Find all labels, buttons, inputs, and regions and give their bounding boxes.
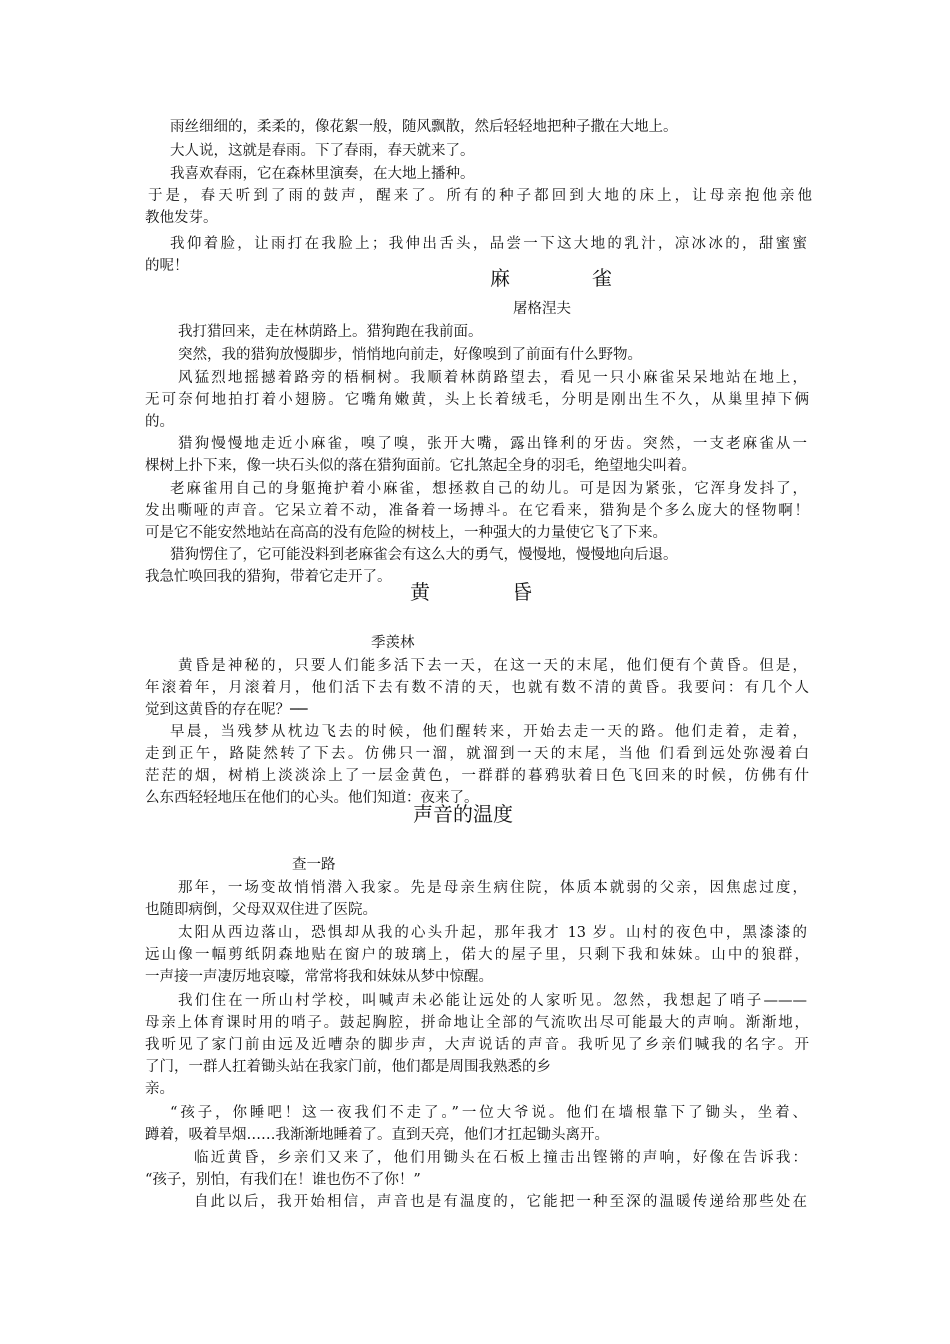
paragraph-line: 棵树上扑下来，像一块石头似的落在猎狗面前。它扎煞起全身的羽毛，绝望地尖叫着。 <box>145 458 696 474</box>
section-title: 黄 <box>410 580 430 604</box>
paragraph-line: 蹲着，吸着旱烟……我渐渐地睡着了。直到天亮，他们才扛起锄头离开。 <box>145 1127 609 1143</box>
paragraph-line: 我打猎回来，走在林荫路上。猎狗跑在我前面。 <box>178 324 483 340</box>
paragraph-line: 年滚着年，月滚着月，他们活下去有数不清的天，也就有数不清的黄昏。我要问：有几个人 <box>145 680 809 696</box>
author-name: 查一路 <box>292 857 336 873</box>
paragraph-line: 的呢！ <box>145 258 189 274</box>
paragraph-line: 太阳从西边落山，恐惧却从我的心头升起，那年我才 13 岁。山村的夜色中，黑漆漆的 <box>178 925 807 941</box>
author-name: 屠格涅夫 <box>513 301 571 317</box>
paragraph-line: 发出嘶哑的声音。它呆立着不动，准备着一场搏斗。在它看来，猎狗是个多么庞大的怪物啊！ <box>145 503 809 519</box>
paragraph-line: 了门，一群人扛着锄头站在我家门前，他们都是周围我熟悉的乡 <box>145 1059 551 1075</box>
paragraph-line: 远山像一幅剪纸阴森地贴在窗户的玻璃上，偌大的屋子里，只剩下我和妹妹。山中的狼群， <box>145 947 809 963</box>
paragraph-line: 走到正午，路陡然转了下去。仿佛只一溜，就溜到一天的末尾，当他 们看到远处弥漫着白 <box>145 746 809 762</box>
paragraph-line: “孩子，别怕，有我们在！谁也伤不了你！” <box>145 1172 421 1188</box>
paragraph-line: 早晨，当残梦从枕边飞去的时候，他们醒转来，开始去走一天的路。他们走着，走着， <box>170 724 807 740</box>
paragraph-line: 觉到这黄昏的存在呢？── <box>145 702 308 718</box>
paragraph-line: 猎狗愣住了，它可能没料到老麻雀会有这么大的勇气，慢慢地，慢慢地向后退。 <box>170 547 678 563</box>
section-title: 麻 <box>490 266 510 290</box>
paragraph-line: 可是它不能安然地站在高高的没有危险的树枝上，一种强大的力量使它飞了下来。 <box>145 525 667 541</box>
paragraph-line: 我们住在一所山村学校，叫喊声未必能让远处的人家听见。忽然，我想起了哨子——— <box>178 993 807 1009</box>
paragraph-line: 么东西轻轻地压在他们的心头。他们知道：夜来了。 <box>145 790 479 806</box>
paragraph-line: 老麻雀用自己的身躯掩护着小麻雀，想拯救自己的幼儿。可是因为紧张，它浑身发抖了， <box>170 481 807 497</box>
paragraph-line: 一声接一声凄厉地哀嚎，常常将我和妹妹从梦中惊醒。 <box>145 969 493 985</box>
paragraph-line: “孩子，你睡吧！这一夜我们不走了。”一位大爷说。他们在墙根靠下了锄头，坐着、 <box>170 1105 807 1121</box>
paragraph-line: 教他发芽。 <box>145 210 218 226</box>
paragraph-line: 于是，春天听到了雨的鼓声，醒来了。所有的种子都回到大地的床上，让母亲抱他亲他 <box>148 188 812 204</box>
paragraph-line: 母亲上体育课时用的哨子。鼓起胸腔，拼命地让全部的气流吹出尽可能最大的声响。渐渐地， <box>145 1015 809 1031</box>
paragraph-line: 亲。 <box>145 1081 174 1097</box>
paragraph-line: 我仰着脸，让雨打在我脸上；我伸出舌头，品尝一下这大地的乳汁，凉冰冰的，甜蜜蜜 <box>170 236 807 252</box>
paragraph-line: 那年，一场变故悄悄潜入我家。先是母亲生病住院，体质本就弱的父亲，因焦虑过度， <box>178 880 807 896</box>
paragraph-line: 我听见了家门前由远及近嘈杂的脚步声，大声说话的声音。我听见了乡亲们喊我的名字。开 <box>145 1037 809 1053</box>
paragraph-line: 也随即病倒，父母双双住进了医院。 <box>145 902 377 918</box>
paragraph-line: 黄昏是神秘的，只要人们能多活下去一天，在这一天的末尾，他们便有个黄昏。但是， <box>178 658 807 674</box>
section-title: 昏 <box>512 580 532 604</box>
paragraph-line: 的。 <box>145 414 174 430</box>
paragraph-line: 雨丝细细的，柔柔的，像花絮一般，随风飘散，然后轻轻地把种子撒在大地上。 <box>170 119 678 135</box>
paragraph-line: 突然，我的猎狗放慢脚步，悄悄地向前走，好像嗅到了前面有什么野物。 <box>178 347 642 363</box>
author-name: 季羡林 <box>371 635 415 651</box>
paragraph-line: 我喜欢春雨，它在森林里演奏，在大地上播种。 <box>170 166 475 182</box>
section-title: 声音的温度 <box>413 802 513 826</box>
section-title: 雀 <box>592 266 612 290</box>
paragraph-line: 风猛烈地摇撼着路旁的梧桐树。我顺着林荫路望去，看见一只小麻雀呆呆地站在地上， <box>178 370 807 386</box>
paragraph-line: 大人说，这就是春雨。下了春雨，春天就来了。 <box>170 143 475 159</box>
paragraph-line: 无可奈何地拍打着小翅膀。它嘴角嫩黄，头上长着绒毛，分明是刚出生不久，从巢里掉下俩 <box>145 392 809 408</box>
paragraph-line: 猎狗慢慢地走近小麻雀，嗅了嗅，张开大嘴，露出锋利的牙齿。突然，一支老麻雀从一 <box>178 436 807 452</box>
paragraph-line: 茫茫的烟，树梢上淡淡涂上了一层金黄色，一群群的暮鸦驮着日色飞回来的时候，仿佛有什 <box>145 768 809 784</box>
paragraph-line: 临近黄昏，乡亲们又来了，他们用锄头在石板上撞击出铿锵的声响，好像在告诉我： <box>194 1150 807 1166</box>
paragraph-line: 我急忙唤回我的猎狗，带着它走开了。 <box>145 569 392 585</box>
paragraph-line: 自此以后，我开始相信，声音也是有温度的，它能把一种至深的温暖传递给那些处在 <box>194 1194 807 1210</box>
